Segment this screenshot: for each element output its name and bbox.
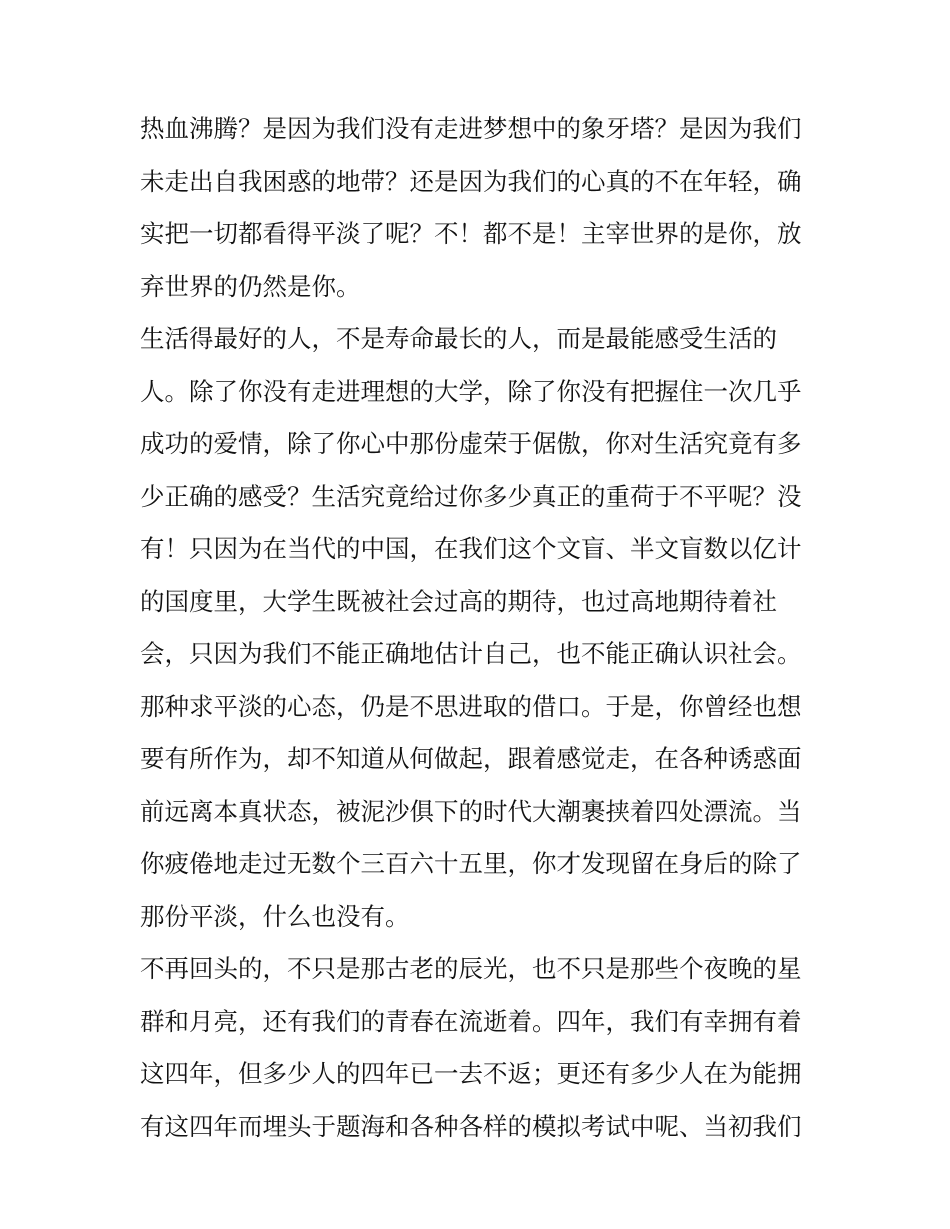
text-line: 你疲倦地走过无数个三百六十五里，你才发现留在身后的除了 [140, 849, 802, 878]
text-line: 有！只因为在当代的中国，在我们这个文盲、半文盲数以亿计 [140, 534, 802, 563]
text-line: 前远离本真状态，被泥沙俱下的时代大潮裹挟着四处漂流。当 [140, 796, 802, 826]
text-line: 的国度里，大学生既被社会过高的期待，也过高地期待着社 [140, 586, 777, 616]
text-line: 群和月亮，还有我们的青春在流逝着。四年，我们有幸拥有着 [140, 1006, 802, 1036]
text-line: 那种求平淡的心态，仍是不思进取的借口。于是，你曾经也想 [140, 691, 802, 721]
text-line: 成功的爱情，除了你心中那份虚荣于倨傲，你对生活究竟有多 [140, 429, 802, 458]
text-line: 不再回头的，不只是那古老的辰光，也不只是那些个夜晚的星 [140, 954, 802, 983]
text-line: 少正确的感受？生活究竟给过你多少真正的重荷于不平呢？没 [140, 481, 802, 511]
text-line: 这四年，但多少人的四年已一去不返；更还有多少人在为能拥 [140, 1059, 802, 1088]
text-line: 热血沸腾？是因为我们没有走进梦想中的象牙塔？是因为我们 [140, 114, 802, 143]
text-line: 人。除了你没有走进理想的大学，除了你没有把握住一次几乎 [140, 376, 802, 406]
text-line: 会，只因为我们不能正确地估计自己，也不能正确认识社会。 [140, 639, 802, 668]
text-line: 实把一切都看得平淡了呢？不！都不是！主宰世界的是你，放 [140, 219, 802, 248]
text-line: 那份平淡，什么也没有。 [140, 901, 410, 931]
text-line: 弃世界的仍然是你。 [140, 271, 361, 301]
body-text [140, 103, 820, 1153]
text-line: 未走出自我困惑的地带？还是因为我们的心真的不在年轻，确 [140, 166, 802, 196]
text-line: 要有所作为，却不知道从何做起，跟着感觉走，在各种诱惑面 [140, 744, 802, 773]
text-line: 生活得最好的人，不是寿命最长的人，而是最能感受生活的 [140, 324, 777, 353]
text-line: 有这四年而埋头于题海和各种各样的模拟考试中呢、当初我们 [140, 1111, 802, 1141]
